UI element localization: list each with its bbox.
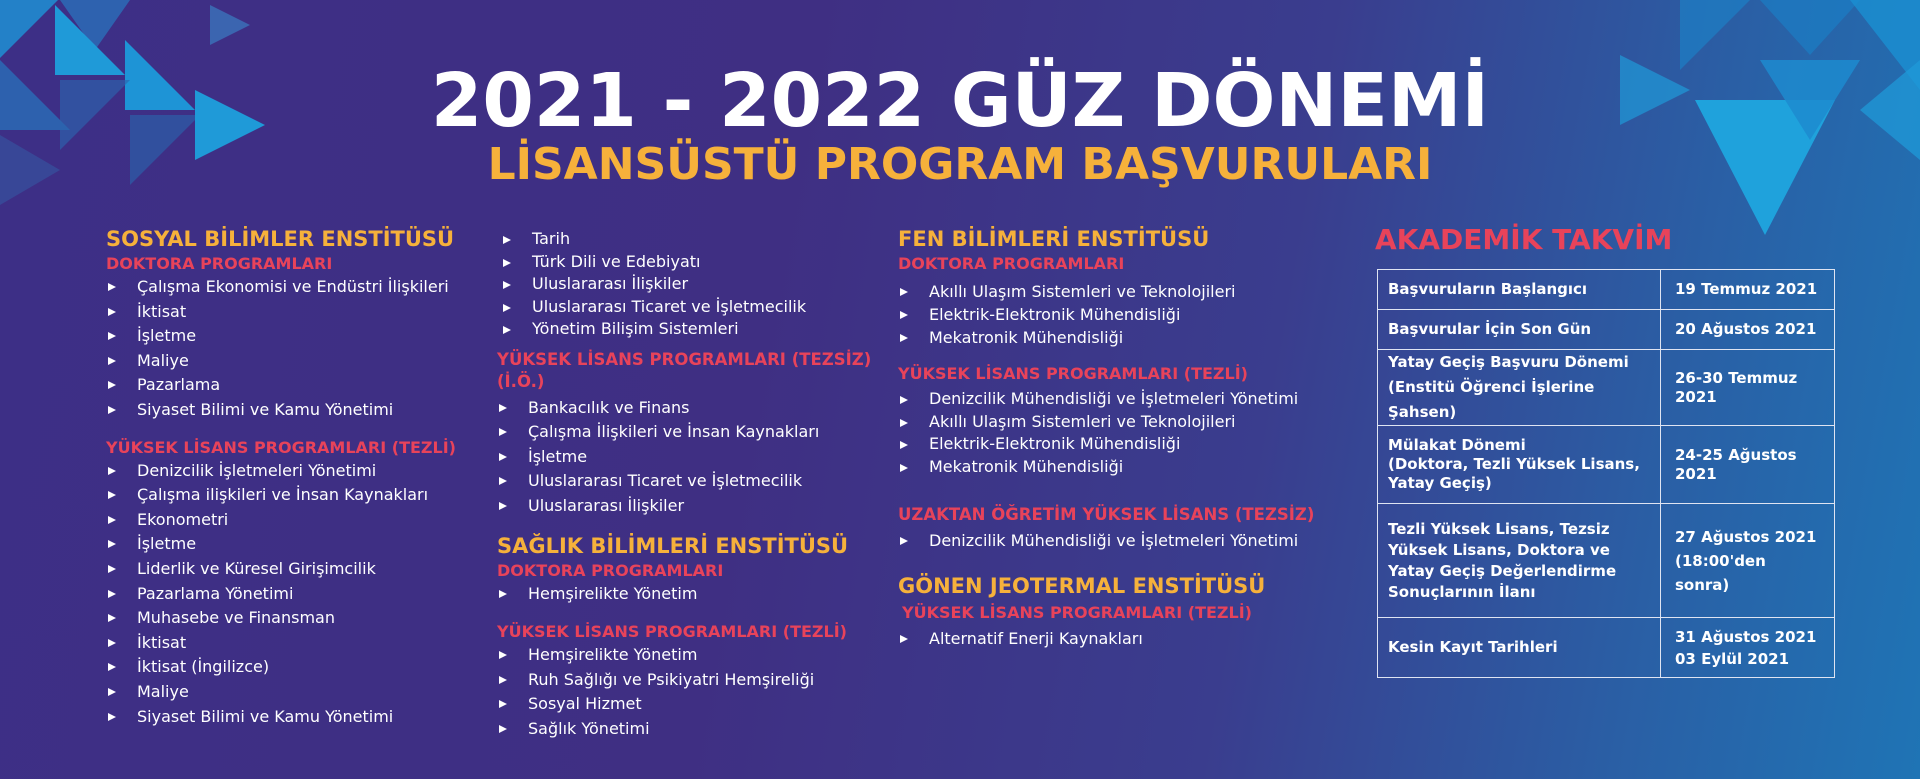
list-item: Ekonometri xyxy=(106,508,466,533)
column-fen-gonen xyxy=(898,225,1318,651)
list-item: Maliye xyxy=(106,680,466,705)
list-item: Uluslararası Ticaret ve İşletmecilik xyxy=(501,296,892,319)
table-row xyxy=(1378,426,1835,504)
list-item: Sosyal Hizmet xyxy=(497,692,892,717)
program-heading: YÜKSEK LİSANS PROGRAMLARI (TEZLİ) xyxy=(898,364,1248,383)
list-item: Denizcilik İşletmeleri Yönetimi xyxy=(106,459,466,484)
list-item: Ruh Sağlığı ve Psikiyatri Hemşireliği xyxy=(497,668,892,693)
list-item: Mekatronik Mühendisliği xyxy=(898,456,1318,479)
calendar-label: Kesin Kayıt Tarihleri xyxy=(1378,618,1661,678)
list-item: Denizcilik Mühendisliği ve İşletmeleri Yönetimi xyxy=(898,388,1318,411)
calendar-value: 27 Ağustos 2021 (18:00'den sonra) xyxy=(1661,504,1835,618)
institute-heading: GÖNEN JEOTERMAL ENSTİTÜSÜ xyxy=(898,573,1266,598)
program-heading: YÜKSEK LİSANS PROGRAMLARI (TEZLİ) xyxy=(497,622,847,642)
table-row xyxy=(1378,504,1835,618)
calendar-label: Başvurular İçin Son Gün xyxy=(1378,310,1661,350)
list-item: Siyaset Bilimi ve Kamu Yönetimi xyxy=(106,705,466,730)
program-list xyxy=(497,396,892,519)
list-item: İktisat xyxy=(106,631,466,656)
table-row xyxy=(1378,618,1835,678)
calendar-label: Mülakat Dönemi (Doktora, Tezli Yüksek Lisans, Yatay Geçiş) xyxy=(1378,426,1661,504)
program-list xyxy=(898,529,1318,554)
calendar-value: 19 Temmuz 2021 xyxy=(1661,270,1835,310)
calendar-label: Tezli Yüksek Lisans, Tezsiz Yüksek Lisans, Doktora ve Yatay Geçiş Değerlendirme Sonuçlarının İlanı xyxy=(1378,504,1661,618)
list-item: Pazarlama Yönetimi xyxy=(106,582,466,607)
program-list xyxy=(497,582,892,607)
calendar-value: 20 Ağustos 2021 xyxy=(1661,310,1835,350)
list-item: Liderlik ve Küresel Girişimcilik xyxy=(106,557,466,582)
list-item: Maliye xyxy=(106,349,466,374)
program-list xyxy=(501,228,892,341)
list-item: Yönetim Bilişim Sistemleri xyxy=(501,318,892,341)
list-item: Denizcilik Mühendisliği ve İşletmeleri Yönetimi xyxy=(898,529,1318,554)
list-item: Pazarlama xyxy=(106,373,466,398)
program-list xyxy=(106,275,466,423)
column-sosyal xyxy=(106,225,466,729)
program-list xyxy=(898,280,1318,349)
list-item: Çalışma ilişkileri ve İnsan Kaynakları xyxy=(106,483,466,508)
list-item: Akıllı Ulaşım Sistemleri ve Teknolojileri xyxy=(898,411,1318,434)
list-item: İktisat (İngilizce) xyxy=(106,655,466,680)
institute-heading: SOSYAL BİLİMLER ENSTİTÜSÜ xyxy=(106,227,455,251)
list-item: Türk Dili ve Edebiyatı xyxy=(501,251,892,274)
page-subtitle: LİSANSÜSTÜ PROGRAM BAŞVURULARI xyxy=(487,139,1433,190)
calendar-value: 31 Ağustos 2021 03 Eylül 2021 xyxy=(1661,618,1835,678)
list-item: Hemşirelikte Yönetim xyxy=(497,643,892,668)
program-heading: DOKTORA PROGRAMLARI xyxy=(898,254,1125,273)
list-item: Alternatif Enerji Kaynakları xyxy=(898,627,1318,652)
calendar-label: Başvuruların Başlangıcı xyxy=(1378,270,1661,310)
table-row xyxy=(1378,350,1835,426)
list-item: Hemşirelikte Yönetim xyxy=(497,582,892,607)
calendar-value: 26-30 Temmuz 2021 xyxy=(1661,350,1835,426)
list-item: Sağlık Yönetimi xyxy=(497,717,892,742)
list-item: İşletme xyxy=(106,532,466,557)
table-row xyxy=(1378,310,1835,350)
column-sosyal-cont-saglik xyxy=(497,228,892,741)
program-heading: YÜKSEK LİSANS PROGRAMLARI (TEZLİ) xyxy=(902,602,1252,622)
program-heading: DOKTORA PROGRAMLARI xyxy=(106,254,333,273)
list-item: İktisat xyxy=(106,300,466,325)
institute-heading: FEN BİLİMLERİ ENSTİTÜSÜ xyxy=(898,227,1210,251)
list-item: Elektrik-Elektronik Mühendisliği xyxy=(898,303,1318,326)
list-item: İşletme xyxy=(497,445,892,470)
list-item: Çalışma Ekonomisi ve Endüstri İlişkileri xyxy=(106,275,466,300)
list-item: Elektrik-Elektronik Mühendisliği xyxy=(898,433,1318,456)
calendar-value: 24-25 Ağustos 2021 xyxy=(1661,426,1835,504)
program-heading: YÜKSEK LİSANS PROGRAMLARI (TEZLİ) xyxy=(106,437,456,457)
academic-calendar-table xyxy=(1377,269,1835,678)
table-row xyxy=(1378,270,1835,310)
list-item: Mekatronik Mühendisliği xyxy=(898,326,1318,349)
list-item: Tarih xyxy=(501,228,892,251)
list-item: Uluslararası Ticaret ve İşletmecilik xyxy=(497,469,892,494)
list-item: Bankacılık ve Finans xyxy=(497,396,892,421)
page-title: 2021 - 2022 GÜZ DÖNEMİ xyxy=(430,58,1490,144)
calendar-label: Yatay Geçiş Başvuru Dönemi (Enstitü Öğrenci İşlerine Şahsen) xyxy=(1378,350,1661,426)
list-item: İşletme xyxy=(106,324,466,349)
list-item: Uluslararası İlişkiler xyxy=(497,494,892,519)
list-item: Akıllı Ulaşım Sistemleri ve Teknolojileri xyxy=(898,280,1318,303)
program-list xyxy=(106,459,466,730)
program-heading: YÜKSEK LİSANS PROGRAMLARI (TEZSİZ) (İ.Ö.) xyxy=(497,349,872,391)
calendar-title: AKADEMİK TAKVİM xyxy=(1375,223,1673,256)
program-list xyxy=(898,627,1318,652)
list-item: Siyaset Bilimi ve Kamu Yönetimi xyxy=(106,398,466,423)
program-list xyxy=(497,643,892,741)
list-item: Muhasebe ve Finansman xyxy=(106,606,466,631)
institute-heading: SAĞLIK BİLİMLERİ ENSTİTÜSÜ xyxy=(497,534,849,559)
program-heading: UZAKTAN ÖĞRETİM YÜKSEK LİSANS (TEZSİZ) xyxy=(898,505,1315,524)
program-list xyxy=(898,388,1318,478)
list-item: Uluslararası İlişkiler xyxy=(501,273,892,296)
list-item: Çalışma İlişkileri ve İnsan Kaynakları xyxy=(497,420,892,445)
program-heading: DOKTORA PROGRAMLARI xyxy=(497,561,724,581)
